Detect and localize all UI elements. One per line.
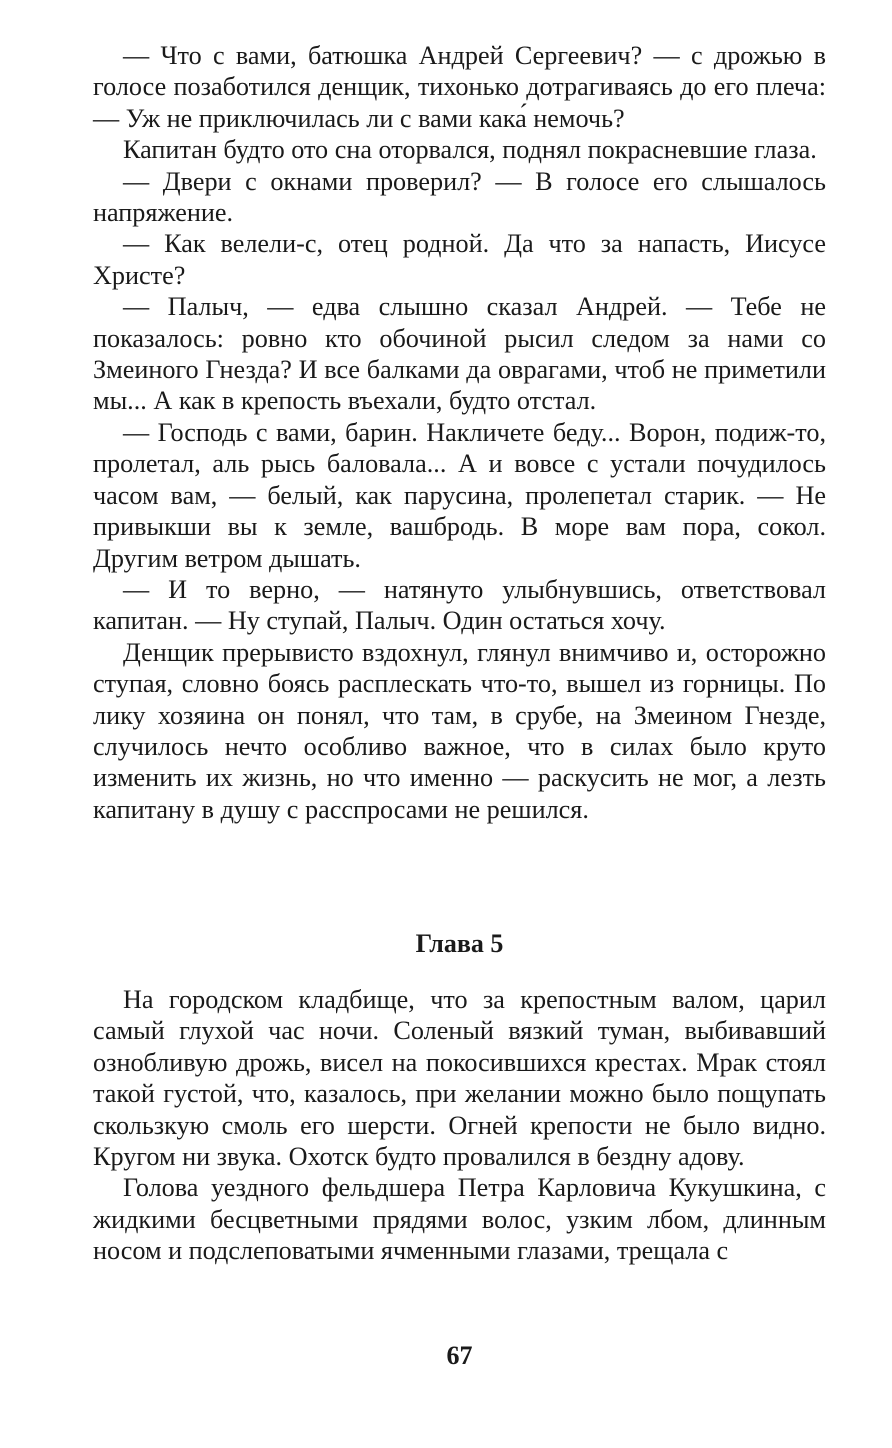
paragraph: — Господь с вами, барин. Накличете беду... Ворон, подиж-то, пролетал, аль рысь баловала... А и вовсе с устали почудилось часом вам, — белый, как парусина, пролепетал старик. — Не привыкши вы к земле, вашбродь. В море вам пора, сокол. Другим ветром дышать.: [93, 417, 826, 573]
chapter-title: Глава 5: [415, 929, 504, 958]
paragraph: — Двери с окнами проверил? — В голосе его слышалось напряжение.: [93, 166, 826, 228]
paragraph: — Что с вами, батюшка Андрей Сергеевич? — с дрожью в голосе позаботился денщик, тихонько дотрагиваясь до его плеча: — Уж не приключилась ли с вами кака́ немочь?: [93, 41, 826, 133]
book-page: [93, 40, 826, 1370]
paragraph: Капитан будто ото сна оторвался, поднял покрасневшие глаза.: [123, 135, 817, 165]
chapter-5-body: [93, 984, 826, 1267]
paragraph: — Палыч, — едва слышно сказал Андрей. — Тебе не показалось: ровно кто обочиной рысил следом за нами со Змеиного Гнезда? И все балками да оврагами, чтоб не приметили мы... А как в крепость въехали, будто отстал.: [93, 292, 826, 416]
page-number: 67: [446, 1341, 473, 1370]
paragraph: Денщик прерывисто вздохнул, глянул внимчиво и, осторожно ступая, словно боясь расплескать что-то, вышел из горницы. По лику хозяина он понял, что там, в срубе, на Змеином Гнезде, случилось нечто особливо важное, что в силах было круто изменить их жизнь, но что именно — раскусить не мог, а лезть капитану в душу с расспросами не решился.: [93, 637, 826, 824]
paragraph: На городском кладбище, что за крепостным валом, царил самый глухой час ночи. Соленый вязкий туман, выбивавший ознобливую дрожь, висел на покосившихся крестах. Мрак стоял такой густой, что, казалось, при желании можно было пощупать скользкую смоль его шерсти. Огней крепости не было видно. Кругом ни звука. Охотск будто провалился в бездну адову.: [93, 985, 826, 1172]
paragraph: — И то верно, — натянуто улыбнувшись, ответствовал капитан. — Ну ступай, Палыч. Один остаться хочу.: [93, 574, 826, 636]
paragraph: Голова уездного фельдшера Петра Карловича Кукушкина, с жидкими бесцветными прядями волос, узким лбом, длинным носом и подслеповатыми ячменными глазами, трещала с: [93, 1173, 826, 1266]
chapter-4-ending: [93, 40, 826, 825]
paragraph: — Как велели-с, отец родной. Да что за напасть, Иисусе Христе?: [93, 229, 826, 290]
